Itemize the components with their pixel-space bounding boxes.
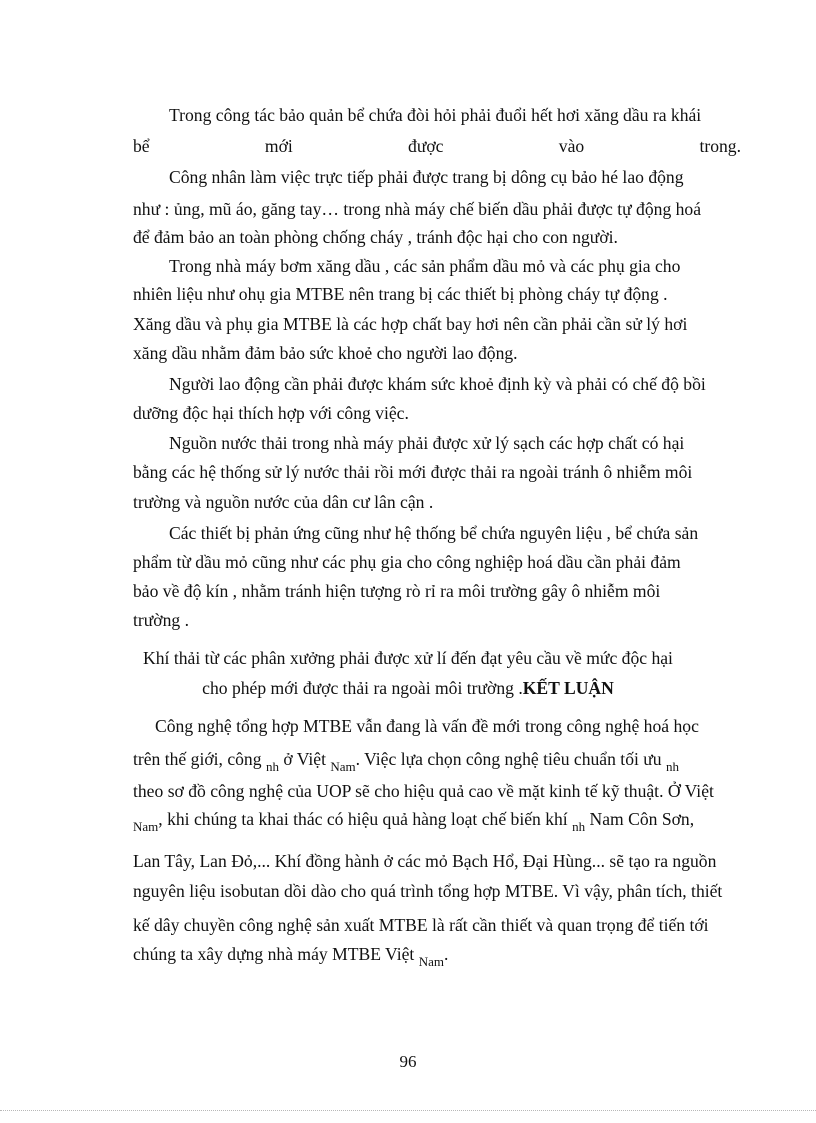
paragraph-line: Người lao động cần phải được khám sức khoẻ định kỳ và phải có chế độ bồi — [169, 374, 706, 394]
paragraph-line: bảo về độ kín , nhằm tránh hiện tượng rò rỉ ra môi trường gây ô nhiễm môi — [133, 581, 661, 601]
paragraph-line: Công nghệ tổng hợp MTBE vẫn đang là vấn đề mới trong công nghệ hoá học — [155, 716, 699, 736]
paragraph-line: trường . — [133, 610, 189, 630]
paragraph-line: Công nhân làm việc trực tiếp phải được trang bị dông cụ bảo hé lao động — [169, 167, 684, 187]
subscript-text: Nam — [418, 954, 444, 969]
paragraph-line: xăng dầu nhằm đảm bảo sức khoẻ cho người lao động. — [133, 343, 518, 363]
page-bottom-divider — [0, 1110, 816, 1111]
paragraph-line: dưỡng độc hại thích hợp với công việc. — [133, 403, 409, 423]
paragraph-line: Trong nhà máy bơm xăng dầu , các sản phẩm dầu mỏ và các phụ gia cho — [169, 256, 681, 276]
paragraph-line — [133, 943, 741, 967]
subscript-text: Nam — [133, 819, 159, 834]
text-run: ở Việt — [283, 749, 326, 769]
subscript-text: nh — [265, 759, 279, 774]
paragraph-line: theo sơ đồ công nghệ của UOP sẽ cho hiệu quả cao về mặt kinh tế kỹ thuật. Ở Việt — [133, 781, 714, 801]
subscript-text: nh — [572, 819, 586, 834]
paragraph-line: bằng các hệ thống sử lý nước thải rồi mới được thải ra ngoài tránh ô nhiễm môi — [133, 462, 693, 482]
paragraph-line: trường và nguồn nước của dân cư lân cận . — [133, 492, 434, 512]
centered-line: Khí thải từ các phân xưởng phải được xử lí đến đạt yêu cầu về mức độc hại — [143, 648, 673, 668]
paragraph-line: Xăng dầu và phụ gia MTBE là các hợp chất bay hơi nên cần phải cần sử lý hơi — [133, 314, 688, 334]
paragraph-line: Trong công tác bảo quản bể chứa đòi hỏi phải đuổi hết hơi xăng dầu ra khái — [169, 105, 702, 125]
paragraph-line — [133, 748, 741, 772]
page-number: 96 — [399, 1052, 417, 1071]
text-run: , khi chúng ta khai thác có hiệu quả hàng loạt chế biến khí — [158, 809, 568, 829]
conclusion-heading: KẾT LUẬN — [522, 678, 614, 698]
paragraph-line: Lan Tây, Lan Đỏ,... Khí đồng hành ở các mỏ Bạch Hổ, Đại Hùng... sẽ tạo ra nguồn — [133, 851, 717, 871]
text-run: trên thế giới, công — [133, 749, 262, 769]
paragraph-line: nhiên liệu như ohụ gia MTBE nên trang bị các thiết bị phòng cháy tự động . — [133, 284, 668, 304]
paragraph-line: Nguồn nước thải trong nhà máy phải được xử lý sạch các hợp chất có hại — [169, 433, 685, 453]
text-run: chúng ta xây dựng nhà máy MTBE Việt — [133, 944, 415, 964]
paragraph-line: phẩm từ dầu mỏ cũng như các phụ gia cho công nghiệp hoá dầu cần phải đảm — [133, 552, 681, 572]
centered-line — [0, 677, 816, 699]
paragraph-line: kế dây chuyền công nghệ sản xuất MTBE là rất cần thiết và quan trọng để tiến tới — [133, 915, 709, 935]
subscript-text: nh — [666, 759, 680, 774]
paragraph-line — [133, 808, 741, 832]
paragraph-line: như : ủng, mũ áo, găng tay… trong nhà máy chế biến dầu phải được tự động hoá — [133, 199, 702, 219]
subscript-text: Nam — [330, 759, 356, 774]
text-run: Nam Côn Sơn, — [589, 809, 695, 829]
text-run: . — [443, 944, 449, 964]
text-run: . Việc lựa chọn công nghệ tiêu chuẩn tối ưu — [355, 749, 662, 769]
paragraph-line: nguyên liệu isobutan dồi dào cho quá trình tổng hợp MTBE. Vì vậy, phân tích, thiết — [133, 881, 723, 901]
centered-line-text: cho phép mới được thải ra ngoài môi trường . — [202, 678, 523, 698]
paragraph-line: để đảm bảo an toàn phòng chống cháy , tránh độc hại cho con người. — [133, 227, 618, 247]
paragraph-line: Các thiết bị phản ứng cũng như hệ thống bể chứa nguyên liệu , bể chứa sản — [169, 523, 699, 543]
paragraph-line: bể mới được vào trong. — [133, 136, 741, 156]
